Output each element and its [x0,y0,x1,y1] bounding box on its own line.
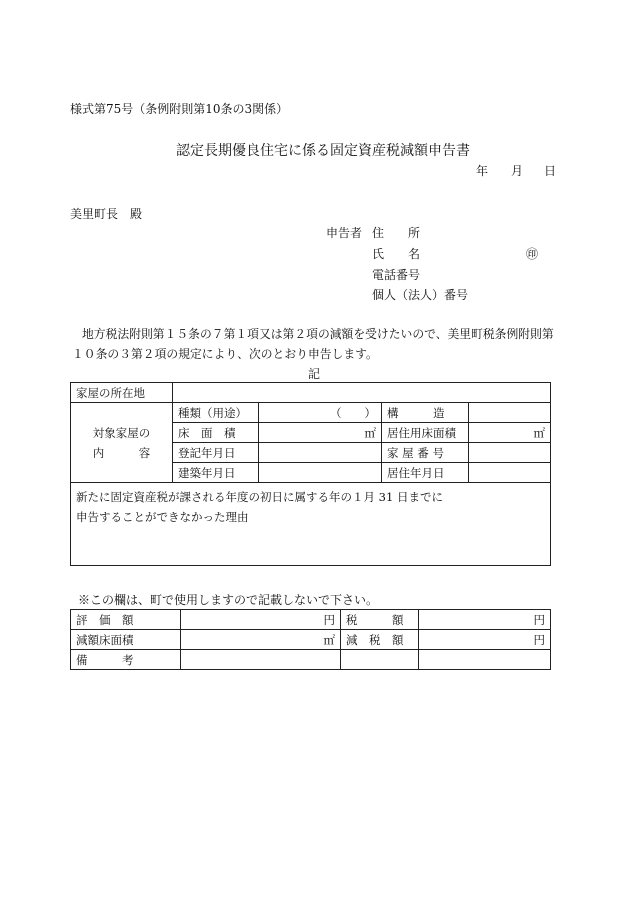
date-year: 年 [476,164,489,178]
reason-line1: 新たに固定資産税が課される年度の初日に属する年の１月 31 日までに [76,490,443,504]
remarks-cell-2 [341,650,419,670]
house-number-label: 家 屋 番 号 [382,443,469,463]
structure-label: 構 造 [382,403,469,423]
move-in-date-value [469,463,551,483]
remarks-cell-3 [419,650,551,670]
form-number: 様式第75号（条例附則第10条の3関係） [70,102,289,116]
date-month: 月 [511,164,524,178]
target-house-label [71,403,173,483]
date-day: 日 [544,164,557,178]
location-value [173,383,551,403]
applicant-address-label: 住 所 [372,226,421,240]
table-row [71,403,551,423]
structure-value [469,403,551,423]
table-row [71,383,551,403]
residential-area-value: ㎡ [469,423,551,443]
office-use-note: ※この欄は、町で使用しますので記載しないで下さい。 [78,593,379,607]
tax-amount-label: 税 額 [341,610,419,630]
office-use-table [70,609,551,670]
reduced-area-cell: ㎡ [181,630,341,650]
house-number-value [469,443,551,463]
type-value: （ ） [259,403,382,423]
body-text-line1: 地方税法附則第１５条の７第１項又は第２項の減額を受けたいので、美里町税条例附則第 [82,327,554,341]
remarks-cell-1 [181,650,341,670]
body-text-line2: １０条の３第２項の規定により、次のとおり申告します。 [72,347,378,361]
ki-heading: 記 [308,367,321,381]
registration-date-label: 登記年月日 [173,443,259,463]
table-row [71,630,551,650]
addressee: 美里町長 殿 [70,207,143,221]
target-label-line1: 対象家屋の [92,425,151,440]
reduced-area-label: 減額床面積 [71,630,181,650]
assessed-value-label: 評 価 額 [71,610,181,630]
house-details-table [70,382,551,566]
construction-date-label: 建築年月日 [173,463,259,483]
table-row [71,650,551,670]
target-label-line2: 内 容 [92,445,151,460]
reduced-tax-cell: 円 [419,630,551,650]
reason-line2: 申告することができなかった理由 [76,510,249,524]
floor-area-value: ㎡ [259,423,382,443]
table-row [71,483,551,566]
applicant-name-label: 氏 名 [372,247,421,261]
applicant-label: 申告者 [326,226,363,240]
remarks-label: 備 考 [71,650,181,670]
type-label: 種類（用途） [173,403,259,423]
table-row [71,610,551,630]
applicant-id-label: 個人（法人）番号 [372,288,469,302]
tax-amount-cell: 円 [419,610,551,630]
reduced-tax-label: 減 税 額 [341,630,419,650]
seal-mark: ㊞ [526,247,539,261]
residential-area-label: 居住用床面積 [382,423,469,443]
reason-cell [71,483,551,566]
move-in-date-label: 居住年月日 [382,463,469,483]
location-label: 家屋の所在地 [71,383,173,403]
page-title: 認定長期優良住宅に係る固定資産税減額申告書 [176,143,470,159]
registration-date-value [259,443,382,463]
construction-date-value [259,463,382,483]
assessed-value-cell: 円 [181,610,341,630]
floor-area-label: 床 面 積 [173,423,259,443]
applicant-phone-label: 電話番号 [372,268,421,282]
